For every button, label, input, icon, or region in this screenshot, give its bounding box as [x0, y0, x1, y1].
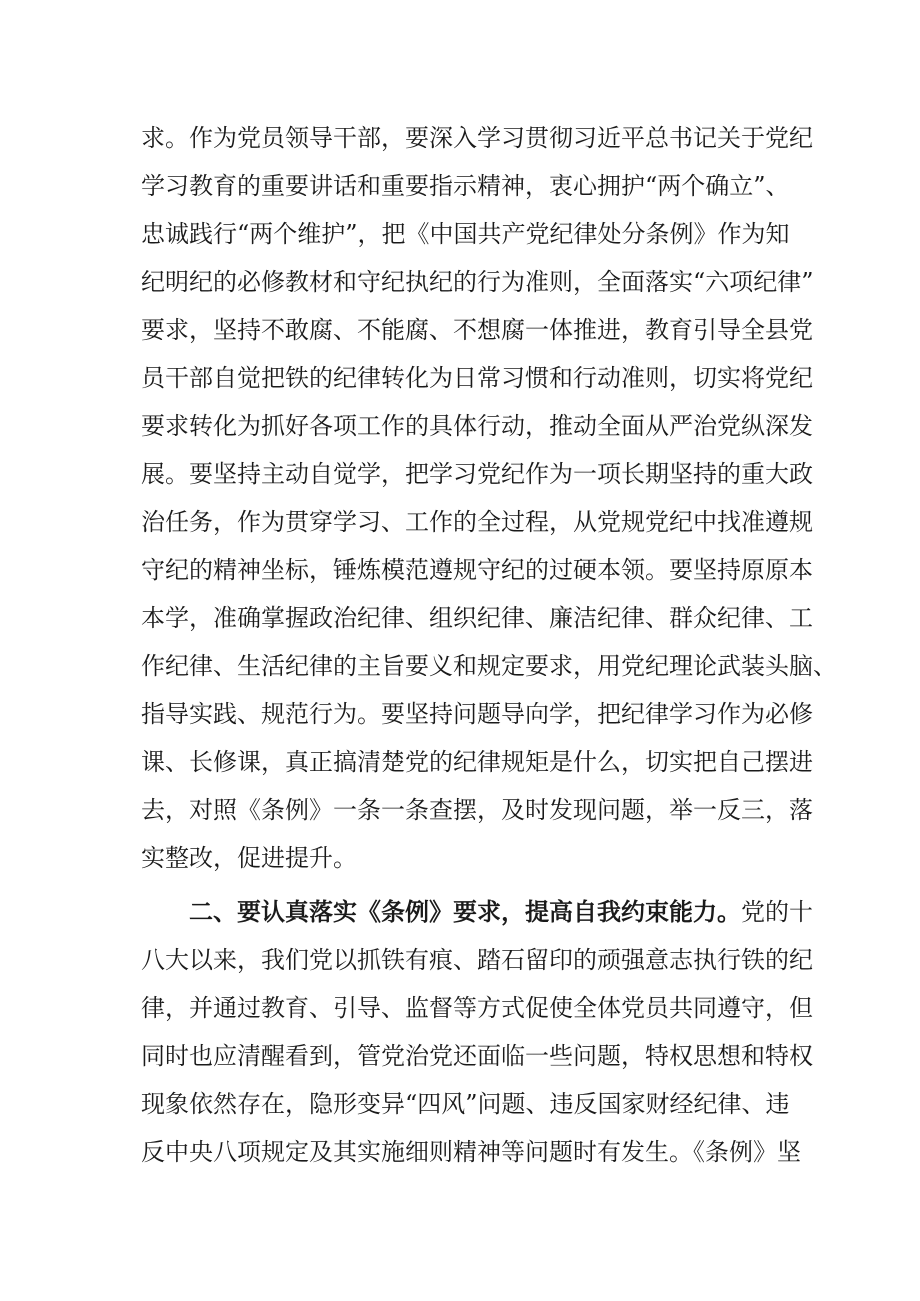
- paragraph-line: 指导实践、规范行为。要坚持问题导向学，把纪律学习作为必修: [141, 700, 813, 728]
- paragraph-line: 反中央八项规定及其实施细则精神等问题时有发生。《条例》坚: [141, 1138, 801, 1166]
- paragraph-line: 八大以来，我们党以抓铁有痕、踏石留印的顽强意志执行铁的纪: [141, 946, 813, 974]
- paragraph-line: 去，对照《条例》一条一条查摆，及时发现问题，举一反三，落: [141, 796, 813, 824]
- paragraph-line: 课、长修课，真正搞清楚党的纪律规矩是什么，切实把自己摆进: [141, 748, 813, 776]
- paragraph-line: 纪明纪的必修教材和守纪执纪的行为准则，全面落实“六项纪律”: [141, 268, 814, 296]
- paragraph-line: 忠诚践行“两个维护”，把《中国共产党纪律处分条例》作为知: [141, 220, 790, 248]
- paragraph-line: 现象依然存在，隐形变异“四风”问题、违反国家财经纪律、违: [141, 1090, 790, 1118]
- paragraph-line: 同时也应清醒看到，管党治党还面临一些问题，特权思想和特权: [141, 1042, 813, 1070]
- paragraph-line: 求。作为党员领导干部，要深入学习贯彻习近平总书记关于党纪: [141, 124, 813, 152]
- paragraph-line: 要求，坚持不敢腐、不能腐、不想腐一体推进，教育引导全县党: [141, 316, 813, 344]
- section-heading: 二、要认真落实《条例》要求，提高自我约束能力。: [189, 898, 741, 926]
- paragraph-first-line: [189, 888, 813, 936]
- paragraph-line: 员干部自觉把铁的纪律转化为日常习惯和行动准则，切实将党纪: [141, 364, 813, 392]
- paragraph-line: 守纪的精神坐标，锤炼模范遵规守纪的过硬本领。要坚持原原本: [141, 556, 813, 584]
- paragraph-line: 展。要坚持主动自觉学，把学习党纪作为一项长期坚持的重大政: [141, 460, 813, 488]
- paragraph-line: 学习教育的重要讲话和重要指示精神，衷心拥护“两个确立”、: [141, 172, 790, 200]
- paragraph-line: 实整改，促进提升。: [141, 844, 357, 872]
- paragraph-line: 作纪律、生活纪律的主旨要义和规定要求，用党纪理论武装头脑、: [141, 652, 837, 680]
- paragraph-line: 本学，准确掌握政治纪律、组织纪律、廉洁纪律、群众纪律、工: [141, 604, 813, 632]
- paragraph-line: 律，并通过教育、引导、监督等方式促使全体党员共同遵守，但: [141, 994, 813, 1022]
- paragraph-text: 党的十: [741, 898, 813, 926]
- paragraph-line: 治任务，作为贯穿学习、工作的全过程，从党规党纪中找准遵规: [141, 508, 813, 536]
- paragraph-line: 要求转化为抓好各项工作的具体行动，推动全面从严治党纵深发: [141, 412, 813, 440]
